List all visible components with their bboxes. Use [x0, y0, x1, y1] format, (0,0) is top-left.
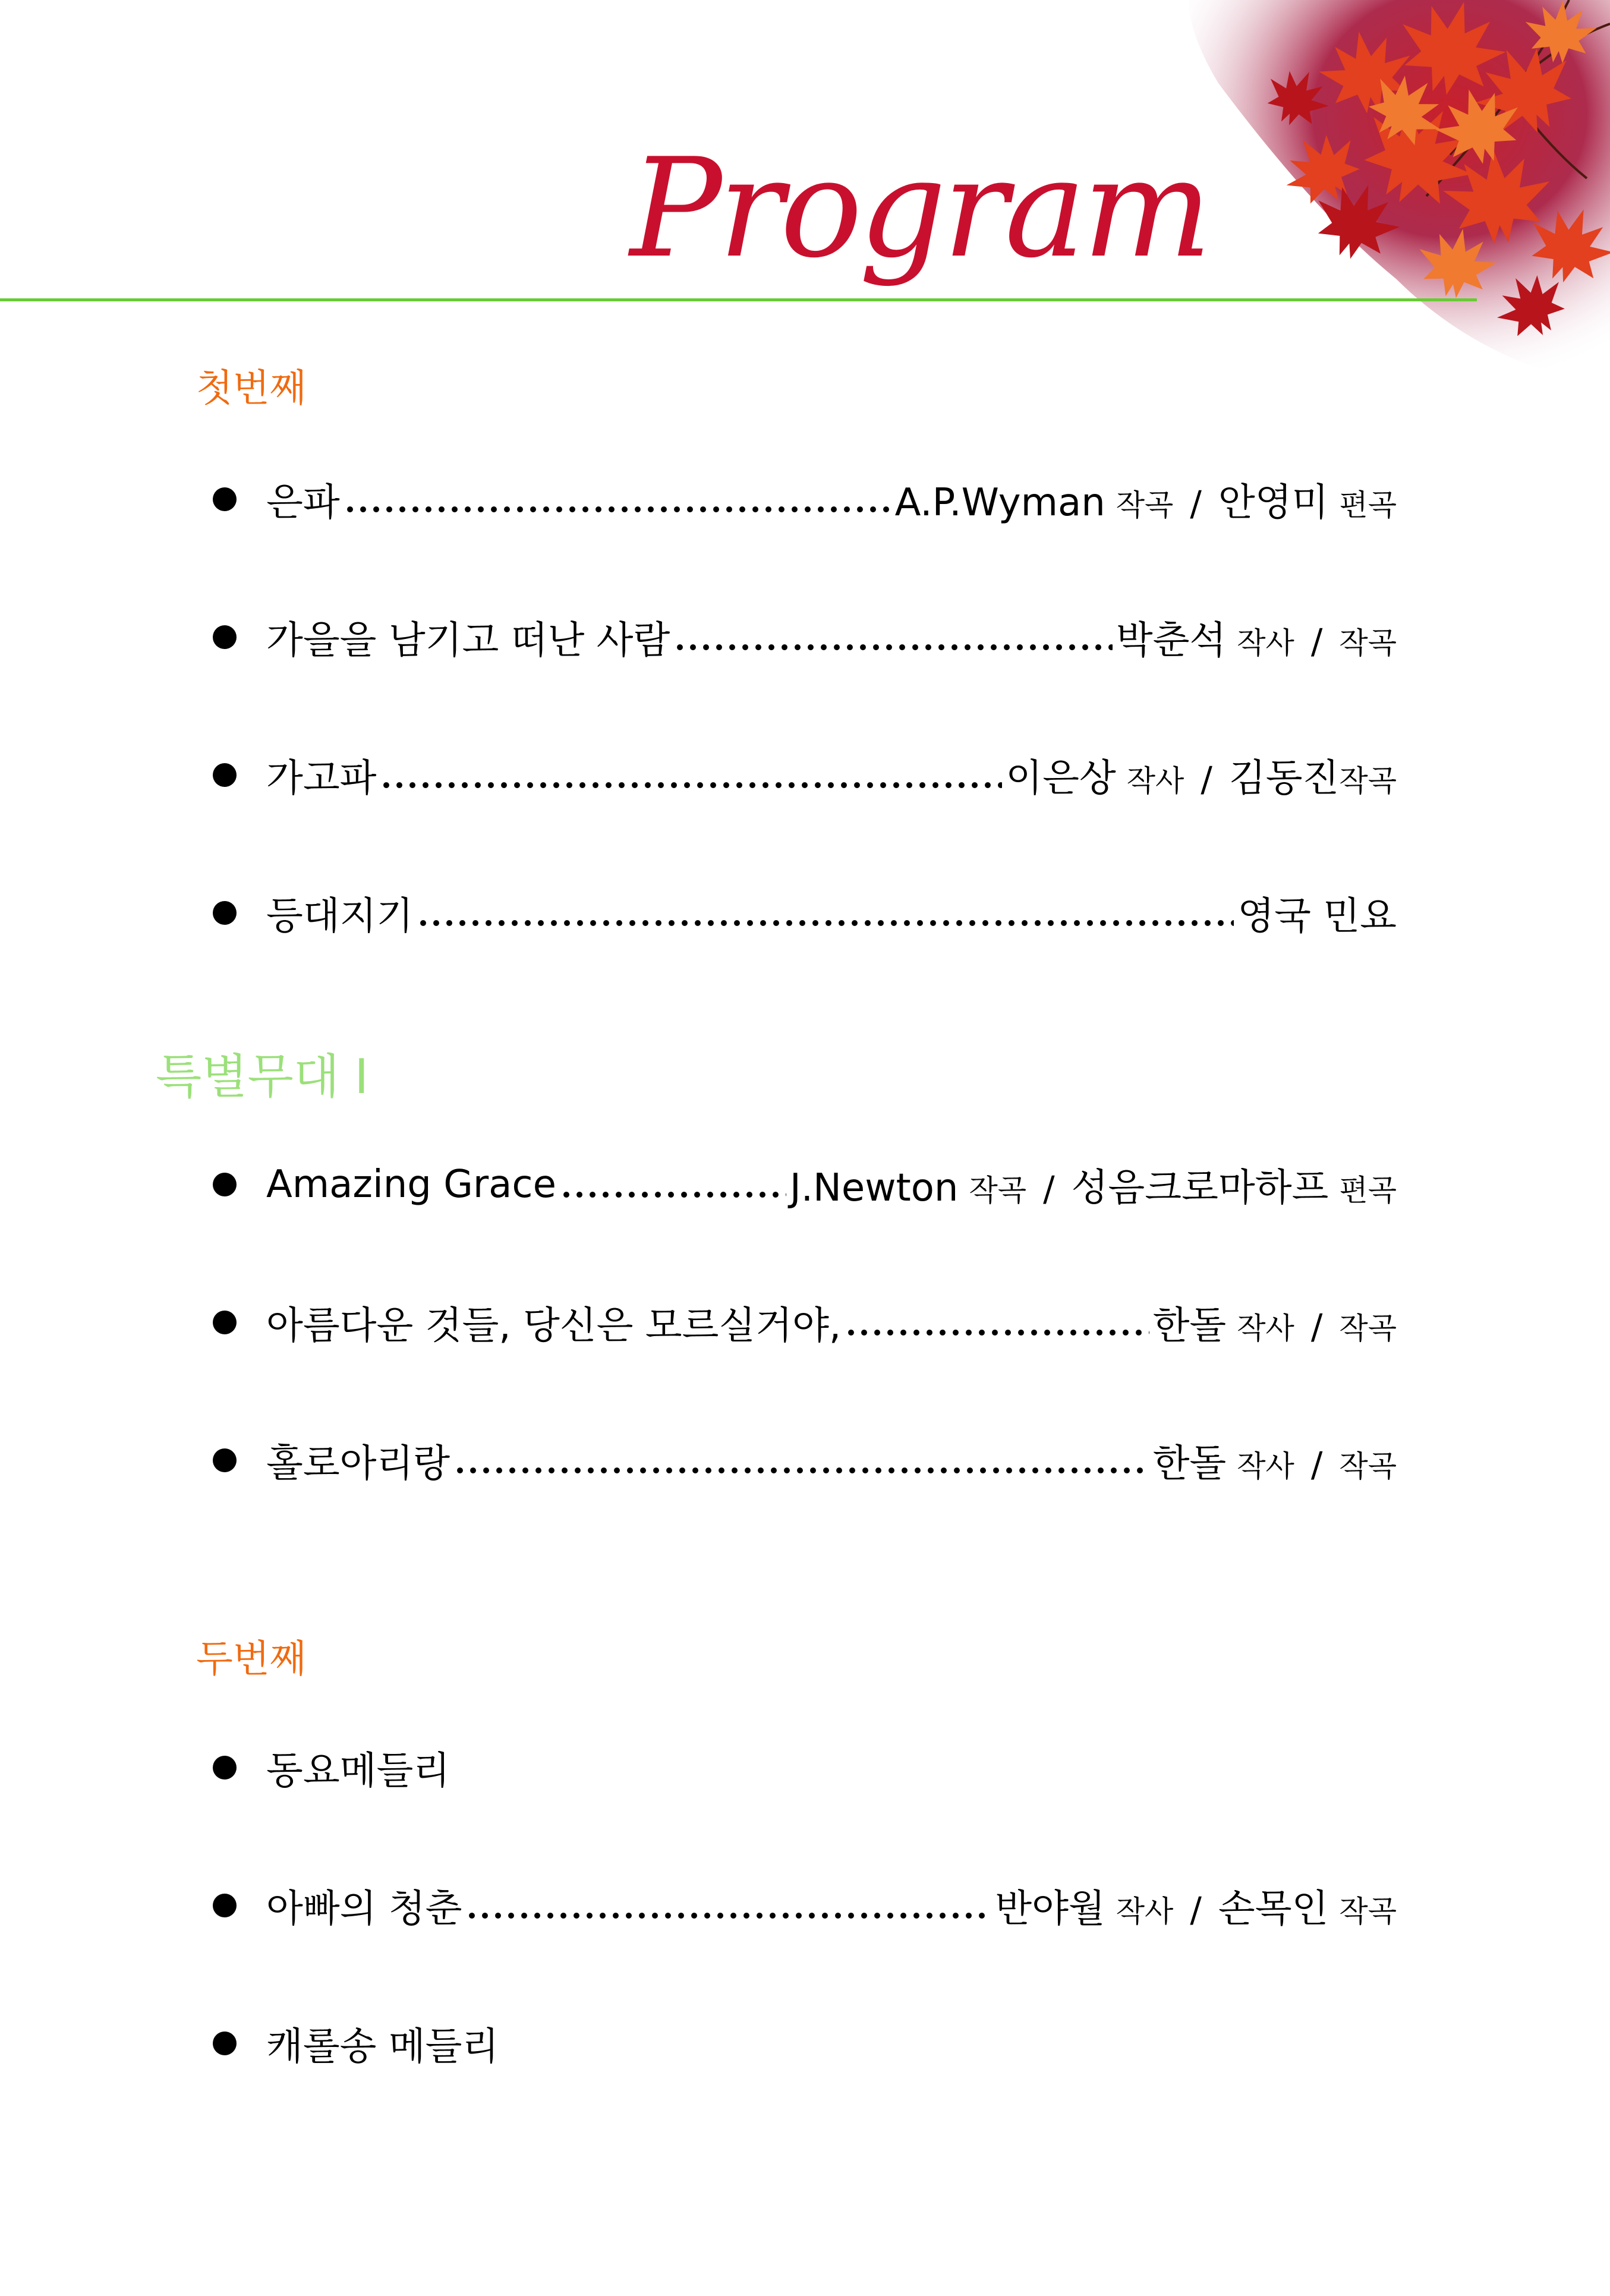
credit-role: 작곡	[1339, 626, 1397, 660]
item-title: Amazing Grace	[266, 1163, 556, 1207]
credit-role: 작사	[1237, 1449, 1294, 1484]
item-title: 등대지기	[266, 895, 414, 938]
credit-name: 박춘석	[1116, 619, 1227, 663]
item-credit	[1006, 748, 1397, 802]
item-credit	[1237, 886, 1397, 940]
credit-role: 작곡	[1339, 764, 1397, 798]
bullet-icon	[213, 1448, 237, 1472]
item-title: 아름다운 것들, 당신은 모르실거야,	[266, 1304, 842, 1348]
page-title	[618, 125, 1209, 309]
bullet-icon	[213, 1311, 237, 1334]
header-divider	[0, 298, 1477, 301]
credit-name: 김동진	[1228, 757, 1340, 801]
program-item	[213, 470, 1397, 529]
bullet-icon	[213, 1173, 237, 1196]
program-item	[213, 607, 1397, 667]
credit-role: 작곡	[969, 1173, 1027, 1208]
credit-name: 반야월	[995, 1887, 1105, 1931]
item-title: 홀로아리랑	[266, 1442, 450, 1486]
svg-text:Program: Program	[630, 130, 1209, 288]
credit-role: 작곡	[1339, 1449, 1397, 1484]
credit-separator: /	[1310, 621, 1323, 662]
dot-leader	[380, 781, 1002, 789]
program-item	[213, 2014, 1397, 2073]
item-credit	[1153, 1433, 1397, 1488]
bullet-icon	[213, 1756, 237, 1780]
item-title: 은파	[266, 481, 340, 525]
bullet-icon	[213, 487, 237, 511]
item-credit	[995, 1878, 1397, 1933]
item-title: 캐롤송 메들리	[266, 2025, 499, 2069]
bullet-icon	[213, 1894, 237, 1917]
dot-leader	[845, 1328, 1149, 1337]
program-item	[213, 1876, 1397, 1935]
credit-separator: /	[1043, 1169, 1055, 1209]
credit-separator: /	[1190, 1889, 1202, 1930]
credit-name: 손목인	[1218, 1887, 1329, 1931]
credit-name: 안영미	[1218, 481, 1329, 525]
credit-name: A.P.Wyman	[894, 481, 1105, 525]
bullet-icon	[213, 763, 237, 787]
item-credit	[1153, 1295, 1397, 1350]
credit-separator: /	[1190, 483, 1202, 524]
program-item	[213, 1431, 1397, 1490]
dot-leader	[560, 1190, 786, 1199]
credit-name: 영국 민요	[1237, 895, 1397, 938]
program-item	[213, 745, 1397, 805]
section-heading-first: 첫번째	[196, 367, 307, 411]
program-item	[213, 1155, 1397, 1214]
bullet-icon	[213, 2032, 237, 2055]
bullet-icon	[213, 901, 237, 925]
program-item	[213, 883, 1397, 943]
credit-separator: /	[1310, 1306, 1323, 1347]
item-title: 아빠의 청춘	[266, 1887, 462, 1931]
credit-name: 성음크로마하프	[1071, 1166, 1329, 1210]
credit-name: J.Newton	[789, 1166, 959, 1210]
program-item	[213, 1738, 1397, 1797]
credit-role: 작곡	[1116, 488, 1174, 522]
credit-role: 작곡	[1339, 1894, 1397, 1929]
section-heading-special: 특별무대 I	[156, 1049, 369, 1104]
credit-role: 작곡	[1339, 1311, 1397, 1346]
credit-separator: /	[1310, 1444, 1323, 1485]
dot-leader	[673, 643, 1112, 651]
item-credit	[1116, 610, 1397, 664]
dot-leader	[465, 1911, 991, 1920]
credit-role: 작사	[1116, 1894, 1174, 1929]
dot-leader	[453, 1466, 1149, 1475]
credit-role: 작사	[1237, 626, 1294, 660]
credit-role: 편곡	[1339, 1173, 1397, 1208]
bullet-icon	[213, 625, 237, 649]
item-credit	[895, 472, 1397, 527]
item-credit	[790, 1157, 1397, 1212]
credit-role: 편곡	[1339, 488, 1397, 522]
item-title: 동요메들리	[266, 1749, 450, 1793]
credit-role: 작사	[1237, 1311, 1294, 1346]
credit-separator: /	[1201, 759, 1212, 799]
dot-leader	[344, 505, 891, 514]
credit-name: 이은상	[1006, 757, 1116, 801]
item-title: 가을을 남기고 떠난 사람	[266, 619, 670, 663]
program-item	[213, 1293, 1397, 1352]
credit-name: 한돌	[1152, 1304, 1227, 1348]
credit-name: 한돌	[1152, 1442, 1227, 1486]
dot-leader	[417, 919, 1234, 927]
item-title: 가고파	[266, 757, 377, 801]
section-heading-second: 두번째	[196, 1637, 307, 1681]
credit-role: 작사	[1126, 764, 1184, 798]
